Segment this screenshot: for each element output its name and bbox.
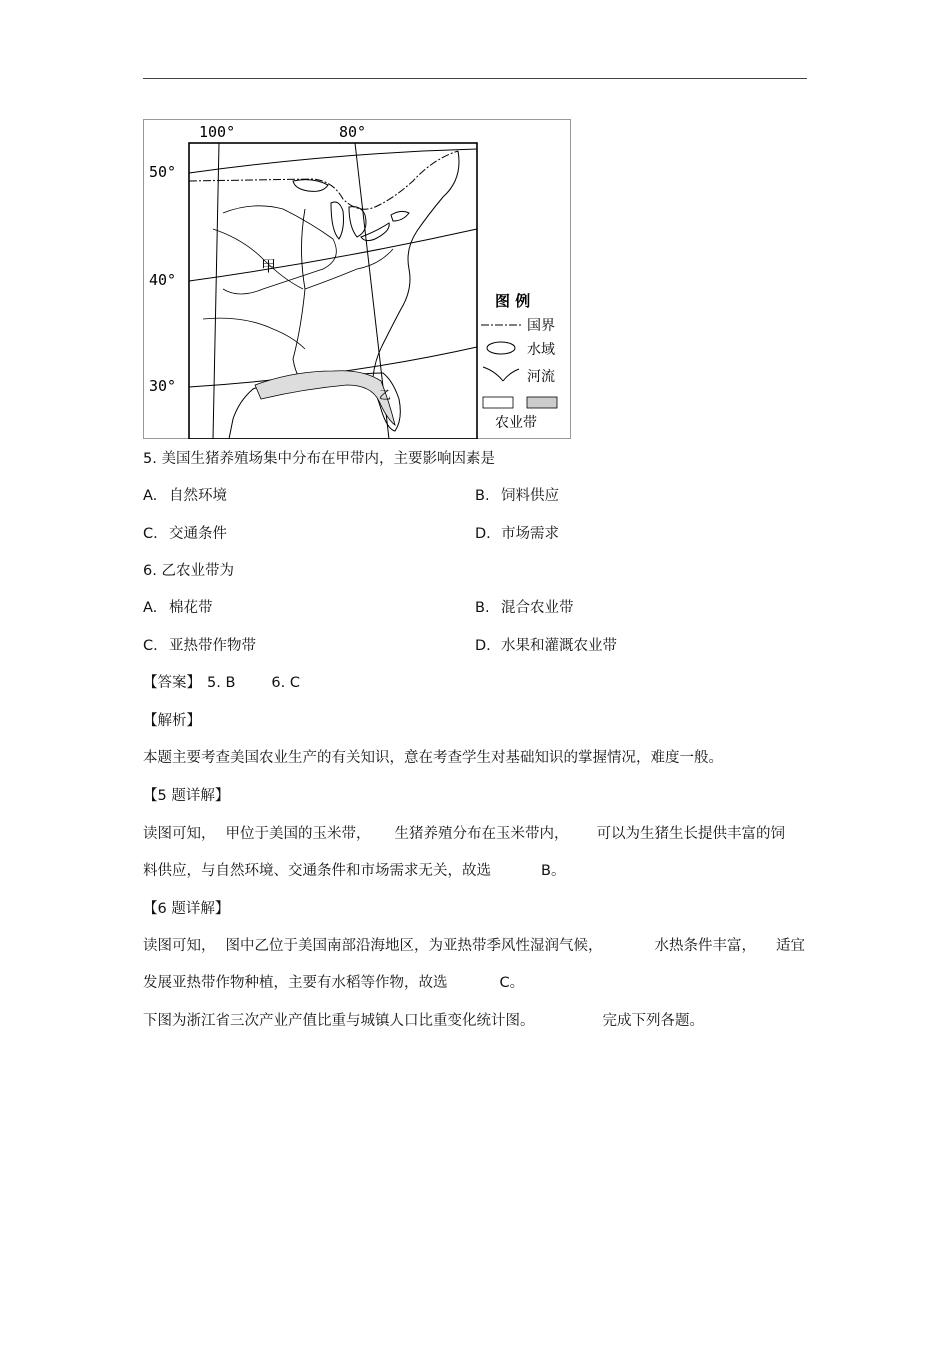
detail-5-line-2: 料供应，与自然环境、交通条件和市场需求无关，故选 B。 — [143, 863, 566, 879]
answer-label: 【答案】 — [143, 675, 201, 691]
q5-option-b: B. 饲料供应 — [475, 488, 559, 504]
q5-option-c: C. 交通条件 — [143, 526, 227, 542]
answer-5: 5. B — [207, 675, 236, 691]
detail-5-line-1: 读图可知， 甲位于美国的玉米带， 生猪养殖分布在玉米带内， 可以为生猪生长提供丰富的饲 — [143, 826, 785, 842]
lon-label-100: 100° — [199, 123, 236, 141]
detail-6-line-2: 发展亚热带作物种植，主要有水稻等作物，故选 C。 — [143, 975, 525, 991]
analysis-intro: 本题主要考查美国农业生产的有关知识，意在考查学生对基础知识的掌握情况，难度一般。 — [143, 750, 723, 766]
lat-label-30: 30° — [149, 377, 177, 395]
us-agriculture-map — [143, 119, 571, 439]
lat-label-50: 50° — [149, 163, 177, 181]
legend-belt-label: 农业带 — [495, 415, 537, 431]
q5-option-a: A. 自然环境 — [143, 488, 227, 504]
q5-stem: 5. 美国生猪养殖场集中分布在甲带内，主要影响因素是 — [143, 451, 495, 467]
header-rule — [143, 78, 807, 79]
legend-belt-dotted — [527, 397, 557, 408]
answer-line — [143, 673, 300, 693]
legend-title: 图 例 — [495, 292, 531, 310]
detail-6-line-1: 读图可知， 图中乙位于美国南部沿海地区，为亚热带季风性湿润气候， 水热条件丰富， 适宜 — [143, 938, 805, 954]
q5-option-d: D. 市场需求 — [475, 526, 559, 542]
legend-river-label: 河流 — [527, 369, 555, 385]
answer-6: 6. C — [271, 675, 300, 691]
q6-stem: 6. 乙农业带为 — [143, 563, 234, 579]
lat-label-40: 40° — [149, 271, 177, 289]
q6-option-c: C. 亚热带作物带 — [143, 638, 256, 654]
map-label-jia: 甲 — [261, 257, 277, 275]
legend-border-label: 国界 — [527, 318, 555, 334]
detail-6-label: 【6 题详解】 — [143, 901, 230, 917]
analysis-label: 【解析】 — [143, 713, 201, 729]
q6-option-d: D. 水果和灌溉农业带 — [475, 638, 617, 654]
lon-label-80: 80° — [339, 123, 367, 141]
map-label-yi: 乙 — [379, 388, 392, 402]
q6-option-a: A. 棉花带 — [143, 600, 213, 616]
detail-5-label: 【5 题详解】 — [143, 788, 230, 804]
legend-water-label: 水域 — [527, 342, 555, 358]
next-intro: 下图为浙江省三次产业产值比重与城镇人口比重变化统计图。 完成下列各题。 — [143, 1013, 704, 1029]
q6-option-b: B. 混合农业带 — [475, 600, 574, 616]
